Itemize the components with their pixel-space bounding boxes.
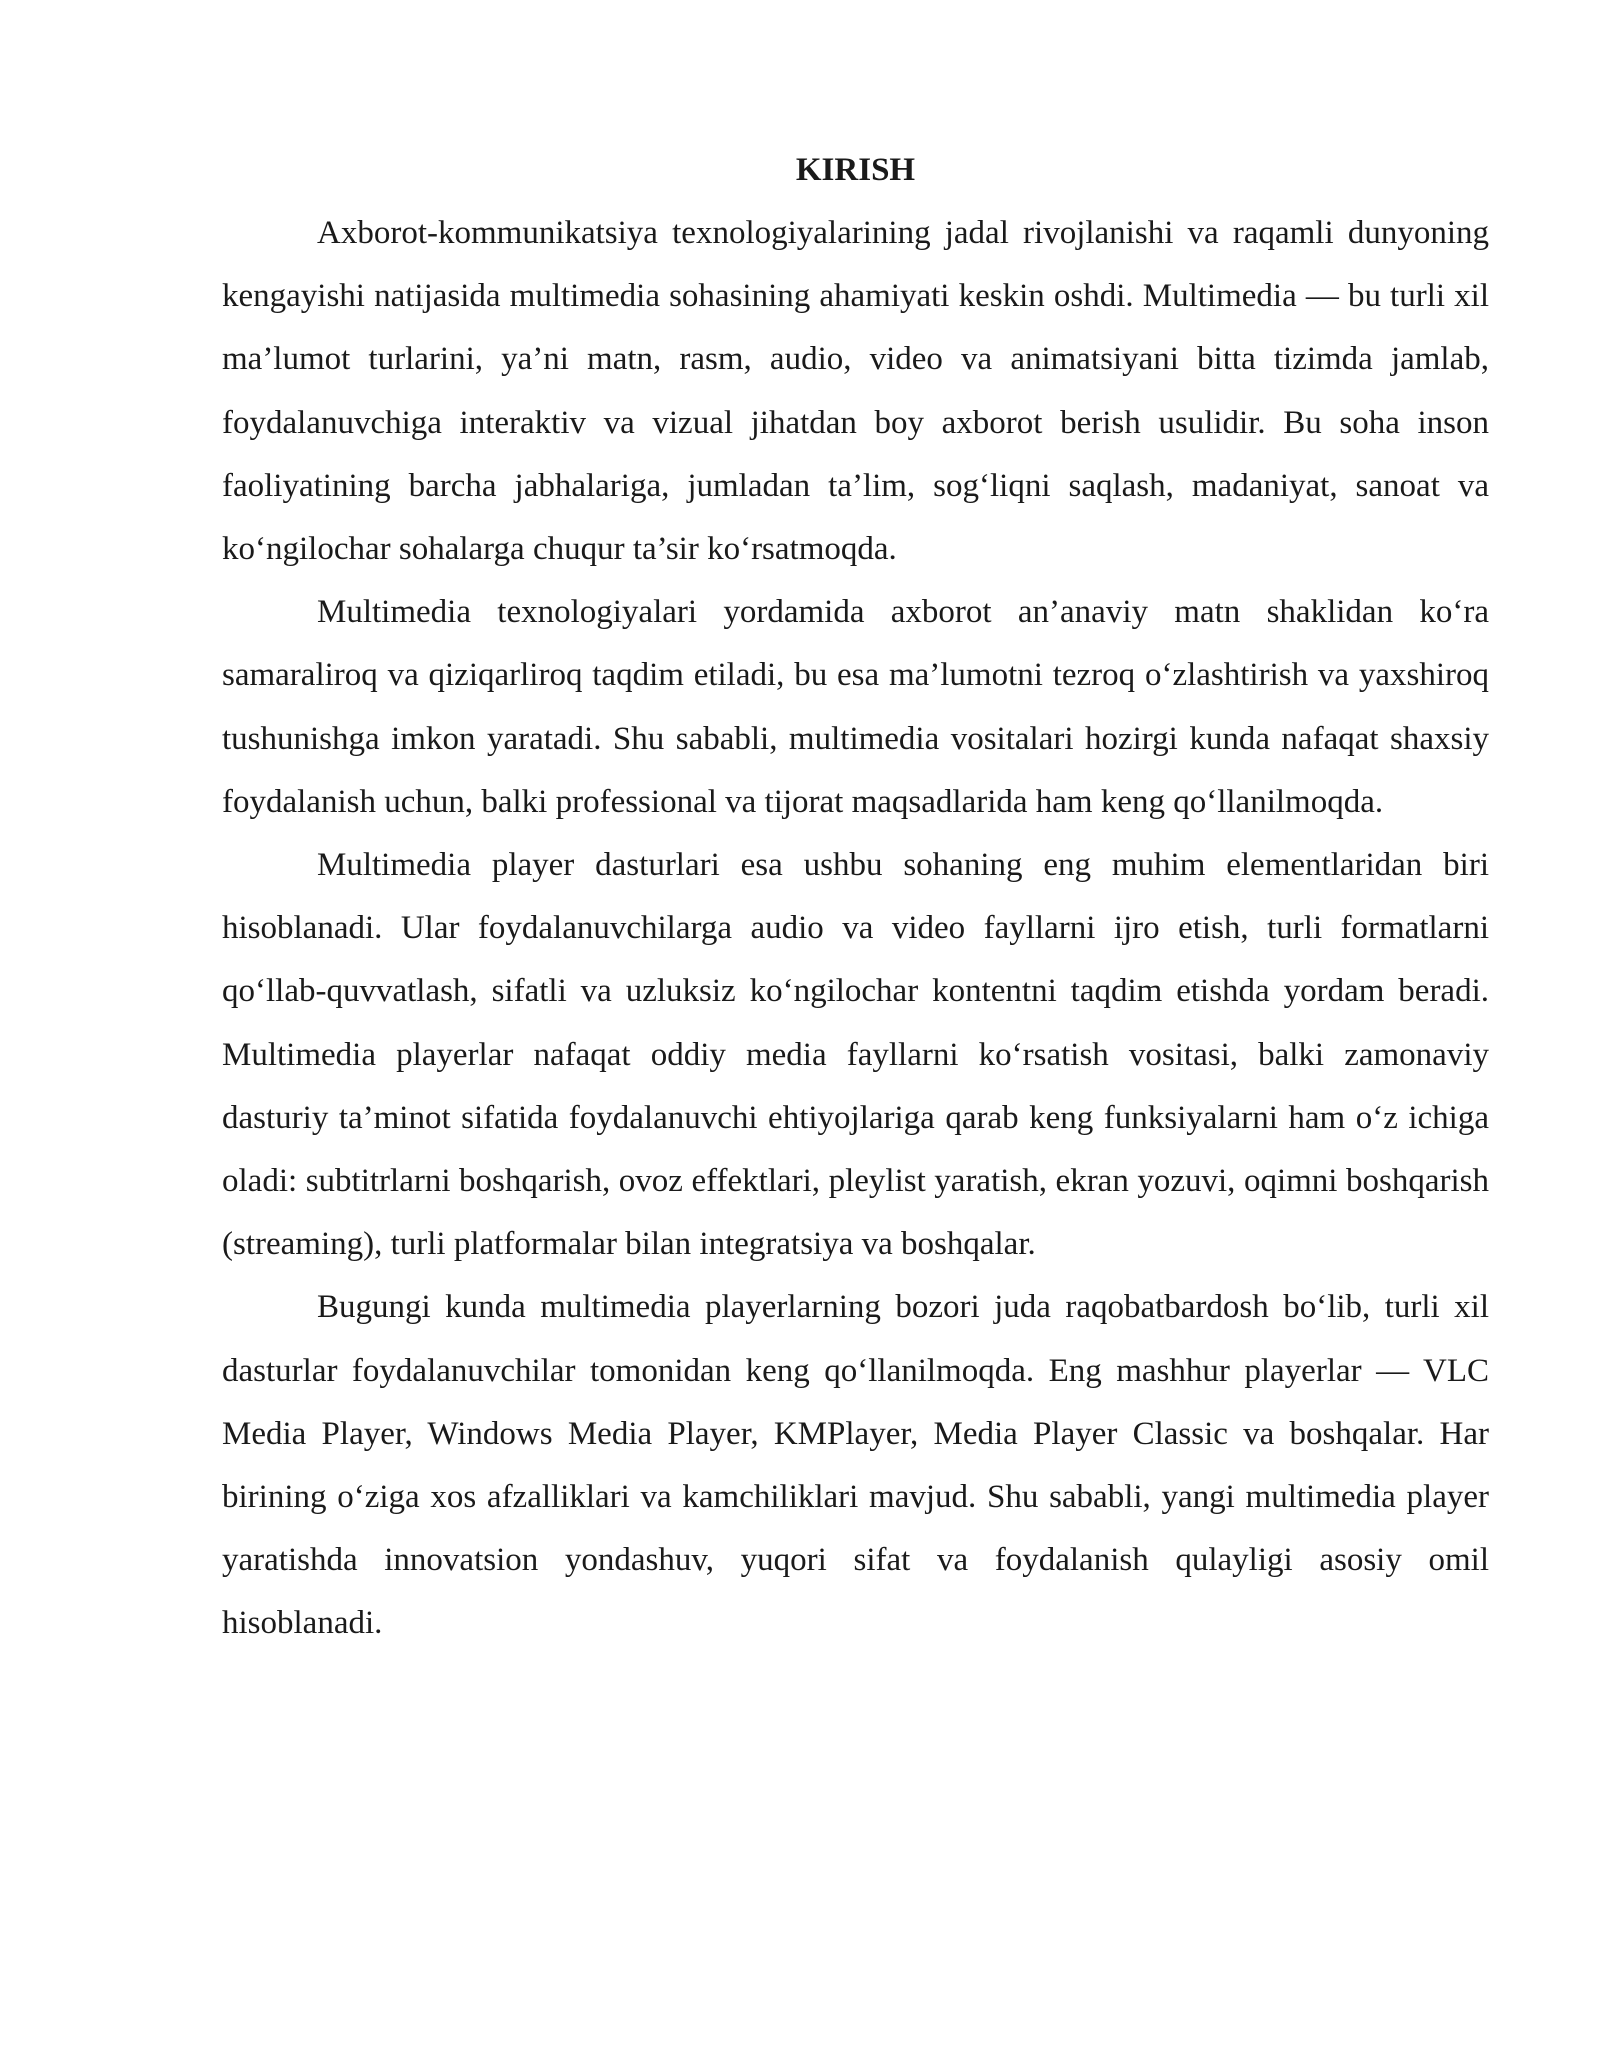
paragraph-2: Multimedia texnologiyalari yordamida axborot an’anaviy matn shaklidan ko‘ra samaraliroq va qiziqarliroq taqdim etiladi, bu esa ma’lumotni tezroq o‘zlashtirish va yaxshiroq tushunishga imkon yaratadi. Shu sababli, multimedia vositalari hozirgi kunda nafaqat shaxsiy foydalanish uchun, balki professional va tijorat maqsadlarida ham keng qo‘llanilmoqda. [222,594,1489,820]
paragraph-3: Multimedia player dasturlari esa ushbu sohaning eng muhim elementlaridan biri hisoblanadi. Ular foydalanuvchilarga audio va video fayllarni ijro etish, turli formatlarni qo‘llab-quvvatlash, sifatli va uzluksiz ko‘ngilochar kontentni taqdim etishda yordam beradi. Multimedia playerlar nafaqat oddiy media fayllarni ko‘rsatish vositasi, balki zamonaviy dasturiy ta’minot sifatida foydalanuvchi ehtiyojlariga qarab keng funksiyalarni ham o‘z ichiga oladi: subtitrlarni boshqarish, ovoz effektlari, pleylist yaratish, ekran yozuvi, oqimni boshqarish (streaming), turli platformalar bilan integratsiya va boshqalar. [222,847,1489,1263]
document-body [222,150,1489,1656]
paragraph-1: Axborot-kommunikatsiya texnologiyalarining jadal rivojlanishi va raqamli dunyoning kengayishi natijasida multimedia sohasining ahamiyati keskin oshdi. Multimedia — bu turli xil ma’lumot turlarini, ya’ni matn, rasm, audio, video va animatsiyani bitta tizimda jamlab, foydalanuvchiga interaktiv va vizual jihatdan boy axborot berish usulidir. Bu soha inson faoliyatining barcha jabhalariga, jumladan ta’lim, sog‘liqni saqlash, madaniyat, sanoat va ko‘ngilochar sohalarga chuqur ta’sir ko‘rsatmoqda. [222,215,1489,568]
document-title: KIRISH [795,152,916,188]
paragraph-4: Bugungi kunda multimedia playerlarning bozori juda raqobatbardosh bo‘lib, turli xil dasturlar foydalanuvchilar tomonidan keng qo‘llanilmoqda. Eng mashhur playerlar — VLC Media Player, Windows Media Player, KMPlayer, Media Player Classic va boshqalar. Har birining o‘ziga xos afzalliklari va kamchiliklari mavjud. Shu sababli, yangi multimedia player yaratishda innovatsion yondashuv, yuqori sifat va foydalanish qulayligi asosiy omil hisoblanadi. [222,1289,1489,1642]
